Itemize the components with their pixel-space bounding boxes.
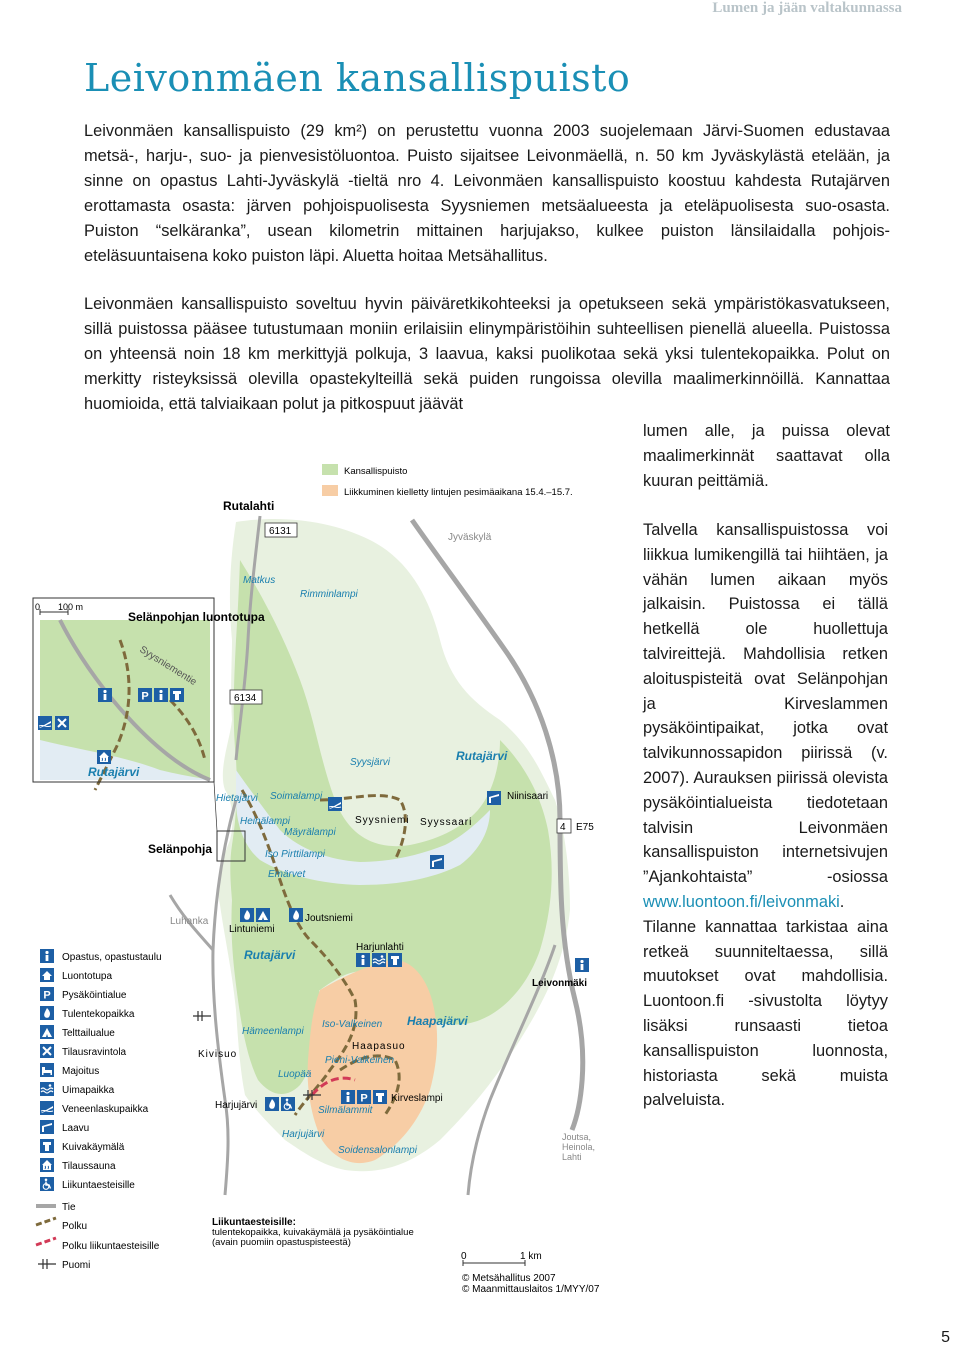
- label-lahti: Lahti: [562, 1152, 582, 1162]
- legend-icon-barrier: [38, 1259, 56, 1269]
- label-lintuniemi: Lintuniemi: [229, 924, 275, 935]
- label-luhanka: Luhanka: [170, 916, 209, 927]
- label-matkus: Matkus: [243, 575, 276, 586]
- label-hameenlampi: Hämeenlampi: [242, 1026, 304, 1037]
- legend-icon-accommodation: [40, 1063, 54, 1077]
- legend-label-8: Veneenlaskupaikka: [62, 1104, 149, 1115]
- boat-launch-icon: [328, 797, 342, 811]
- campfire-icon-harjujarvi: [265, 1097, 279, 1111]
- symbol-legend: [36, 949, 162, 1271]
- inset-toilet-icon: [170, 688, 184, 702]
- shelter-icon-2: [430, 855, 444, 869]
- barrier-icon: [193, 1011, 211, 1021]
- legend-label-10: Kuivakäymälä: [62, 1142, 125, 1153]
- tent-icon: [256, 908, 270, 922]
- label-soimalampi: Soimalampi: [270, 791, 323, 802]
- label-jyvaskyla: Jyväskylä: [448, 532, 492, 543]
- legend-accessible-trail-line: [36, 1238, 56, 1245]
- legend-label-11: Tilaussauna: [62, 1161, 116, 1172]
- label-rutajarvi-south: Rutajärvi: [244, 948, 296, 962]
- dry-toilet-icon-kirveslampi: [373, 1090, 387, 1104]
- label-syysniemi: Syysniemi: [355, 815, 410, 826]
- legend-top: [322, 464, 573, 498]
- copyright-line2: © Maanmittauslaitos 1/MYY/07: [462, 1284, 600, 1295]
- info-icon: [356, 953, 370, 967]
- inset-sauna-icon: [97, 750, 111, 764]
- label-iso-pirttilampi: Iso Pirttilampi: [265, 849, 326, 860]
- legend-label-0: Opastus, opastustaulu: [62, 952, 162, 963]
- legend-park-label: Kansallispuisto: [344, 466, 408, 477]
- legend-icon-campfire: [40, 1006, 54, 1020]
- activities-paragraph: Leivonmäen kansallispuisto soveltuu hyvin päiväretkikohteeksi ja opetukseen sekä ympäristökasvatukseen, sillä puistossa pääsee tutustumaan moniin erilaisiin elinympäristöihin suhteellisen pienellä alueella. Puistossa on yhteensä noin 18 km merkittyjä polkuja, 3 laavua, kaksi puolikotaa sekä yksi tulentekopaikka. Polut on merkitty risteyksissä olevilla opastekylteillä sekä puiden rungoissa olevilla maalimerkinnöillä. Kannattaa huomioida, että talviaikaan polut ja pitkospuut jäävät: [84, 295, 890, 413]
- label-iso-valkeinen: Iso-Valkeinen: [322, 1019, 383, 1030]
- campfire-icon: [240, 908, 254, 922]
- legend-icon-accessible: [40, 1177, 54, 1191]
- label-e75: E75: [576, 822, 594, 833]
- inset-scale-start: 0: [35, 602, 41, 612]
- legend-icon-hut: [40, 968, 54, 982]
- legend-icon-shelter: [40, 1120, 54, 1134]
- label-luopaa: Luopää: [278, 1069, 312, 1080]
- page-number: 5: [941, 1329, 950, 1346]
- inset-info-icon-2: [154, 688, 168, 702]
- label-harjunlahti: Harjunlahti: [356, 942, 404, 953]
- label-joutsa: Joutsa,: [562, 1132, 592, 1142]
- inset-boat-icon: [38, 716, 52, 730]
- inset-scale-end: 100 m: [58, 602, 84, 612]
- label-rutajarvi-north: Rutajärvi: [456, 749, 508, 763]
- legend-label-7: Uimapaikka: [62, 1085, 115, 1096]
- campfire-icon-2: [289, 908, 303, 922]
- label-silmalammit: Silmälammit: [318, 1105, 373, 1116]
- label-soidensalonlampi: Soidensalonlampi: [338, 1145, 417, 1156]
- label-haapajarvi: Haapajärvi: [407, 1014, 468, 1028]
- accessible-note-title: Liikuntaesteisille:: [212, 1217, 296, 1228]
- legend-icon-restaurant: [40, 1044, 54, 1058]
- label-mayralampi: Mäyrälampi: [284, 827, 336, 838]
- legend-label-12: Liikuntaesteisille: [62, 1180, 135, 1191]
- label-niinisaari: Niinisaari: [507, 791, 549, 802]
- shelter-icon: [487, 791, 501, 805]
- map-footer: [212, 1217, 600, 1295]
- legend-icon-tent: [40, 1025, 54, 1039]
- legend-label-14: Polku: [62, 1221, 88, 1232]
- swimming-icon: [372, 953, 386, 967]
- park-map: P Kansallispuisto Liikkuminen kielletty lintujen pesimäaikana 15.4.–15.7. 0 100 m Selänpohjan luontotupa Syysniementie Rutajärvi Rutalahti 6131 Jyväskylä Matkus Rimminlampi 6134 Syysjärvi Rutajärvi Niinisaari 4 E75 Hietajärvi Soimalampi Syysniemi Syyssaari Heinälampi Mäyrälampi Selänpohja Iso Pirttilampi Emärvet Luhanka Lintuniemi Joutsniemi Harjunlahti Rutajärvi Leivonmäki Iso-Valkeinen Haapajärvi Hämeenlampi Haapasuo Kivisuo Pieni-Valkeinen Luopää Kirveslampi Harjujärvi Silmälammit Harjujärvi Soidensalonlampi Joutsa, Heinola, Lahti Opastus, opastustaulu Luontotupa Pysäköintialue Tulentekopaikka Telttailualue Tilausravintola Majoitus Uimapaikka Veneenlaskupaikka Laavu Kuivakäymälä Tilaussauna Liikuntaesteisille Tie Polku Polku liikuntaesteisille Puomi Liikuntaesteisille: tulentekopaikka, kuivakäymälä ja pysäköintialue (avain puomiin opastuspisteestä) 0 1 km © Metsähallitus 2007 © Maanmittauslaitos 1/MYY/07: [3, 2, 600, 1295]
- restricted-swatch: [322, 485, 338, 496]
- label-road-6134: 6134: [234, 693, 257, 704]
- website-link[interactable]: www.luontoon.fi/leivonmaki: [643, 892, 840, 911]
- label-heinalampi: Heinälampi: [240, 816, 291, 827]
- info-icon-leivonmaki: [575, 958, 589, 972]
- winter-info-end: . Tilanne kannattaa tarkistaa aina retkeä suunniteltaessa, sillä muutokset ovat mahdollisia. Luontoon.fi -sivustolta löytyy lisäksi runsaasti tietoa kansallispuiston luonnosta, historiasta sekä muista palveluista.: [643, 892, 888, 1110]
- legend-label-1: Luontotupa: [62, 971, 113, 982]
- legend-label-3: Tulentekopaikka: [62, 1009, 135, 1020]
- label-leivonmaki: Leivonmäki: [532, 978, 588, 989]
- label-road-4: 4: [560, 822, 566, 833]
- legend-label-2: Pysäköintialue: [62, 990, 127, 1001]
- label-rutalahti: Rutalahti: [223, 499, 275, 513]
- label-emarvet: Emärvet: [268, 869, 306, 880]
- dry-toilet-icon: [388, 953, 402, 967]
- label-rimminlampi: Rimminlampi: [300, 589, 358, 600]
- inset-lake-label: Rutajärvi: [88, 765, 140, 779]
- legend-icon-parking: [40, 987, 54, 1002]
- label-kirveslampi: Kirveslampi: [391, 1093, 443, 1104]
- running-header: Lumen ja jään valtakunnassa: [712, 0, 902, 16]
- info-icon-kirveslampi: [341, 1090, 355, 1104]
- label-syyssaari: Syyssaari: [420, 817, 473, 828]
- legend-label-9: Laavu: [62, 1123, 90, 1134]
- legend-label-16: Puomi: [62, 1260, 91, 1271]
- label-pieni-valkeinen: Pieni-Valkeinen: [325, 1055, 395, 1066]
- label-hietajarvi: Hietajärvi: [216, 793, 258, 804]
- inset-road-name: Syysniementie: [137, 644, 199, 689]
- label-joutsniemi: Joutsniemi: [305, 913, 353, 924]
- legend-trail-line: [36, 1218, 56, 1225]
- inset-info-icon: [98, 688, 112, 702]
- park-swatch: [322, 464, 338, 475]
- continuation-text: lumen alle, ja puissa olevat maalimerkinnät saattavat olla kuuran peittämiä.: [643, 422, 890, 490]
- label-kivisuo: Kivisuo: [198, 1049, 238, 1060]
- legend-label-15: Polku liikuntaesteisille: [62, 1241, 160, 1252]
- legend-label-5: Tilausravintola: [62, 1047, 127, 1058]
- legend-label-4: Telttailualue: [62, 1028, 115, 1039]
- label-heinola: Heinola,: [562, 1142, 596, 1152]
- scale-end: 1 km: [520, 1251, 542, 1262]
- copyright-line1: © Metsähallitus 2007: [462, 1273, 556, 1284]
- label-syysjarvi: Syysjärvi: [350, 757, 391, 768]
- accessible-icon: [281, 1097, 295, 1111]
- legend-icon-swimming: [40, 1082, 54, 1096]
- legend-icon-boat-launch: [40, 1101, 54, 1115]
- label-harjujarvi-south: Harjujärvi: [282, 1129, 325, 1140]
- legend-icon-info: [40, 949, 54, 963]
- label-haapasuo: Haapasuo: [352, 1041, 406, 1052]
- inset-parking-icon: [138, 688, 152, 703]
- legend-icon-dry-toilet: [40, 1139, 54, 1153]
- winter-info-body: Talvella kansallispuistossa voi liikkua lumikengillä tai hiihtäen, ja vähän lumen aikaan myös jalkaisin. Puistossa ei tällä hetkellä ole huollettuja talvireittejä. Mahdollisia retken aloituspisteitä ovat Selänpohjan ja Kirveslammen pysäköintipaikat, jotka ovat talvikunnossapidon piirissä (v. 2007). Aurauksen piirissä olevista pysäköintialueista tiedotetaan talvisin Leivonmäen kansallispuiston internetsivujen ”Ajankohtaista” -osiossa: [643, 521, 888, 887]
- inset-hut-name: Selänpohjan luontotupa: [128, 610, 265, 624]
- inset-restaurant-icon: [55, 716, 69, 730]
- intro-paragraph: Leivonmäen kansallispuisto (29 km²) on perustettu vuonna 2003 suojelemaan Järvi-Suomen edustavaa metsä-, harju-, suo- ja pienvesistöluontoa. Puisto sijaitsee Leivonmäellä, n. 50 km Jyväskylästä etelään, ja sinne on opastus Lahti-Jyväskylä -tieltä nro 4. Leivonmäen kansallispuisto koostuu kahdesta Rutajärven erottamasta osasta: järven pohjoispuolisesta Syysniemen metsäalueesta ja eteläpuolisesta suo-osasta. Puiston “selkäranka”, usean kilometrin mittainen harjujakso, kulkee puiston länsilaidalla pohjois-eteläsuuntaisena koko puiston läpi. Aluetta hoitaa Metsähallitus.: [84, 122, 890, 265]
- parking-icon-kirveslampi: [357, 1090, 371, 1105]
- legend-icon-rental-sauna: [40, 1158, 54, 1172]
- accessible-note-line2: (avain puomiin opastuspisteestä): [212, 1237, 351, 1248]
- legend-label-6: Majoitus: [62, 1066, 100, 1077]
- label-harjujarvi: Harjujärvi: [215, 1100, 258, 1111]
- legend-restricted-label: Liikkuminen kielletty lintujen pesimäaikana 15.4.–15.7.: [344, 487, 573, 498]
- page-title: Leivonmäen kansallispuisto: [84, 56, 631, 100]
- label-road-6131: 6131: [269, 526, 292, 537]
- accessible-note-line1: tulentekopaikka, kuivakäymälä ja pysäköintialue: [212, 1227, 414, 1238]
- scale-start: 0: [461, 1251, 467, 1262]
- label-selanpohja: Selänpohja: [148, 842, 213, 856]
- legend-label-13: Tie: [62, 1202, 76, 1213]
